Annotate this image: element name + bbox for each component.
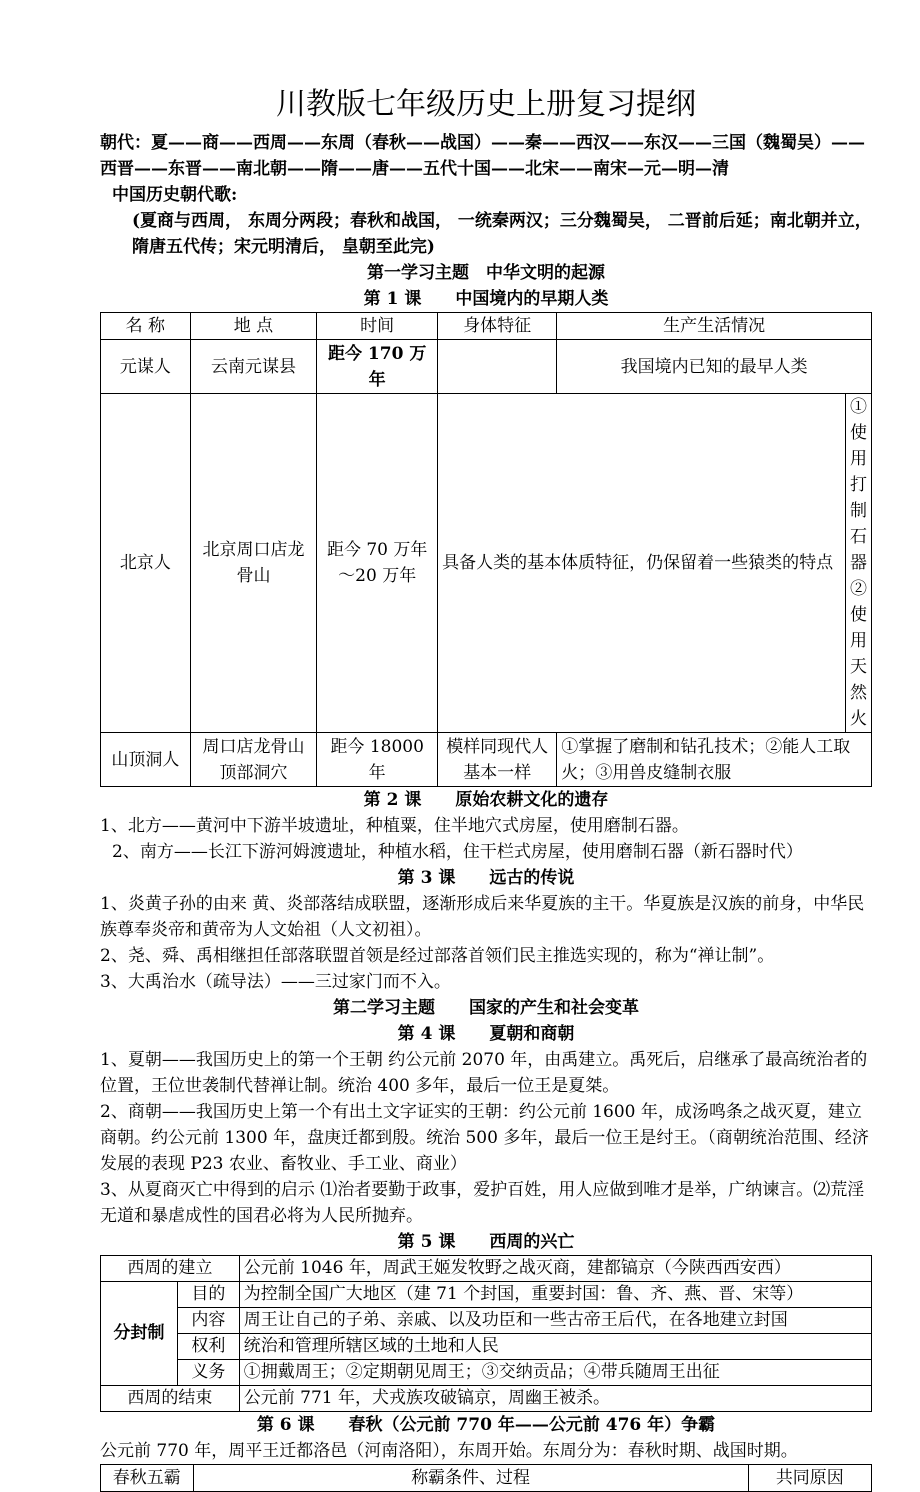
- table-cell: 统治和管理所辖区域的土地和人民: [239, 1334, 871, 1360]
- table-header: 地 点: [190, 313, 317, 340]
- table-cell: [438, 340, 557, 394]
- theme1-heading: 第一学习主题 中华文明的起源: [367, 263, 605, 283]
- dynasty-line: 朝代：夏——商——西周——东周（春秋——战国）——秦——西汉——东汉——三国（魏蜀吴）——西晋——东晋——南北朝——隋——唐——五代十国——北宋——南宋—元—明—清: [100, 133, 865, 179]
- table-header: 名 称: [101, 313, 191, 340]
- table-cell: 西周的建立: [101, 1256, 240, 1282]
- page-title: 川教版七年级历史上册复习提纲: [276, 87, 696, 122]
- lesson3-heading: 第 3 课 远古的传说: [397, 868, 575, 888]
- paragraph: 3、大禹治水（疏导法）——三过家门而不入。: [100, 972, 451, 992]
- paragraph: 1、炎黄子孙的由来 黄、炎部落结成联盟，逐渐形成后来华夏族的主干。华夏族是汉族的前身，中华民族尊奉炎帝和黄帝为人文始祖（人文初祖）。: [100, 894, 865, 940]
- table-cell: [845, 394, 871, 733]
- table-row: [101, 1256, 872, 1282]
- song-heading: 中国历史朝代歌:: [112, 185, 238, 205]
- table-cell: 模样同现代人基本一样: [438, 733, 557, 787]
- table-header: 春秋五霸: [101, 1465, 194, 1492]
- life-item: ①使用打制石器: [849, 397, 867, 573]
- paragraph: 1、夏朝——我国历史上的第一个王朝 约公元前 2070 年，由禹建立。禹死后，启继承了最高统治者的位置，王位世袭制代替禅让制。统治 400 多年，最后一位王是夏桀。: [100, 1050, 868, 1096]
- lesson5-heading: 第 5 课 西周的兴亡: [397, 1232, 575, 1252]
- table-cell: 周口店龙骨山顶部洞穴: [190, 733, 317, 787]
- table-cell: 内容: [178, 1308, 240, 1334]
- western-zhou-table: [100, 1255, 872, 1412]
- lesson1-heading: 第 1 课 中国境内的早期人类: [363, 289, 609, 309]
- table-header: 生产生活情况: [557, 313, 872, 340]
- table-header-row: [101, 1465, 872, 1492]
- table-row: [101, 1360, 872, 1386]
- table-cell: 西周的结束: [101, 1386, 240, 1412]
- table-row: [101, 1334, 872, 1360]
- table-cell: 为控制全国广大地区（建 71 个封国，重要封国：鲁、齐、燕、晋、宋等）: [239, 1282, 871, 1308]
- table-cell: 北京周口店龙骨山: [190, 394, 317, 733]
- paragraph: 2、商朝——我国历史上第一个有出土文字证实的王朝：约公元前 1600 年，成汤鸣条之战灭夏，建立商朝。约公元前 1300 年，盘庚迁都到殷。统治 500 多年，最后一位王是纣王。（商朝统治范围、经济发展的表现 P23 农业、畜牧业、手工业、商业）: [100, 1102, 869, 1174]
- table-cell: 周王让自己的子弟、亲戚、以及功臣和一些古帝王后代，在各地建立封国: [239, 1308, 871, 1334]
- table-row: [101, 733, 872, 787]
- table-cell: 我国境内已知的最早人类: [557, 340, 872, 394]
- lesson4-heading: 第 4 课 夏朝和商朝: [397, 1024, 575, 1044]
- table-cell: 云南元谋县: [190, 340, 317, 394]
- table-cell: 权利: [178, 1334, 240, 1360]
- table-cell: 公元前 771 年，犬戎族攻破镐京，周幽王被杀。: [239, 1386, 871, 1412]
- table-row: [101, 1386, 872, 1412]
- early-humans-table: [100, 312, 872, 787]
- table-row: [101, 394, 872, 733]
- table-cell: 元谋人: [101, 340, 191, 394]
- table-cell: 距今 170 万年: [317, 340, 438, 394]
- table-header: 身体特征: [438, 313, 557, 340]
- table-cell: 目的: [178, 1282, 240, 1308]
- table-header: 称霸条件、过程: [193, 1465, 748, 1492]
- table-header: 时间: [317, 313, 438, 340]
- paragraph: 公元前 770 年，周平王迁都洛邑（河南洛阳），东周开始。东周分为：春秋时期、战国时期。: [100, 1441, 798, 1461]
- table-cell: 北京人: [101, 394, 191, 733]
- table-cell: 分封制: [101, 1282, 178, 1386]
- table-cell: ①掌握了磨制和钻孔技术；②能人工取火；③用兽皮缝制衣服: [557, 733, 872, 787]
- theme2-heading: 第二学习主题 国家的产生和社会变革: [333, 998, 639, 1018]
- table-cell: 义务: [178, 1360, 240, 1386]
- paragraph: 1、北方——黄河中下游半坡遗址，种植粟，住半地穴式房屋，使用磨制石器。: [100, 816, 689, 836]
- table-cell: ①拥戴周王；②定期朝见周王；③交纳贡品；④带兵随周王出征: [239, 1360, 871, 1386]
- table-cell: 山顶洞人: [101, 733, 191, 787]
- life-item: ②使用天然火: [849, 579, 867, 729]
- song-text: (夏商与西周， 东周分两段；春秋和战国， 一统秦两汉；三分魏蜀吴， 二晋前后延；南北朝并立， 隋唐五代传；宋元明清后， 皇朝至此完): [132, 211, 872, 257]
- table-cell: 具备人类的基本体质特征，仍保留着一些猿类的特点: [438, 394, 846, 733]
- table-cell: 距今 18000 年: [317, 733, 438, 787]
- paragraph: 2、南方——长江下游河姆渡遗址，种植水稻，住干栏式房屋，使用磨制石器（新石器时代）: [112, 842, 803, 862]
- paragraph: 3、从夏商灭亡中得到的启示 ⑴治者要勤于政事，爱护百姓，用人应做到唯才是举，广纳谏言。⑵荒淫无道和暴虐成性的国君必将为人民所抛弃。: [100, 1180, 865, 1226]
- table-cell: 公元前 1046 年，周武王姬发牧野之战灭商，建都镐京（今陕西西安西）: [239, 1256, 871, 1282]
- table-cell: 距今 70 万年～20 万年: [317, 394, 438, 733]
- lesson6-heading: 第 6 课 春秋（公元前 770 年——公元前 476 年）争霸: [256, 1415, 716, 1435]
- lesson2-heading: 第 2 课 原始农耕文化的遗存: [363, 790, 609, 810]
- table-row: [101, 340, 872, 394]
- table-header: 共同原因: [748, 1465, 871, 1492]
- paragraph: 2、尧、舜、禹相继担任部落联盟首领是经过部落首领们民主推选实现的，称为“禅让制”。: [100, 946, 775, 966]
- table-row: [101, 1308, 872, 1334]
- table-row: [101, 1282, 872, 1308]
- spring-autumn-table: [100, 1464, 872, 1492]
- table-header-row: [101, 313, 872, 340]
